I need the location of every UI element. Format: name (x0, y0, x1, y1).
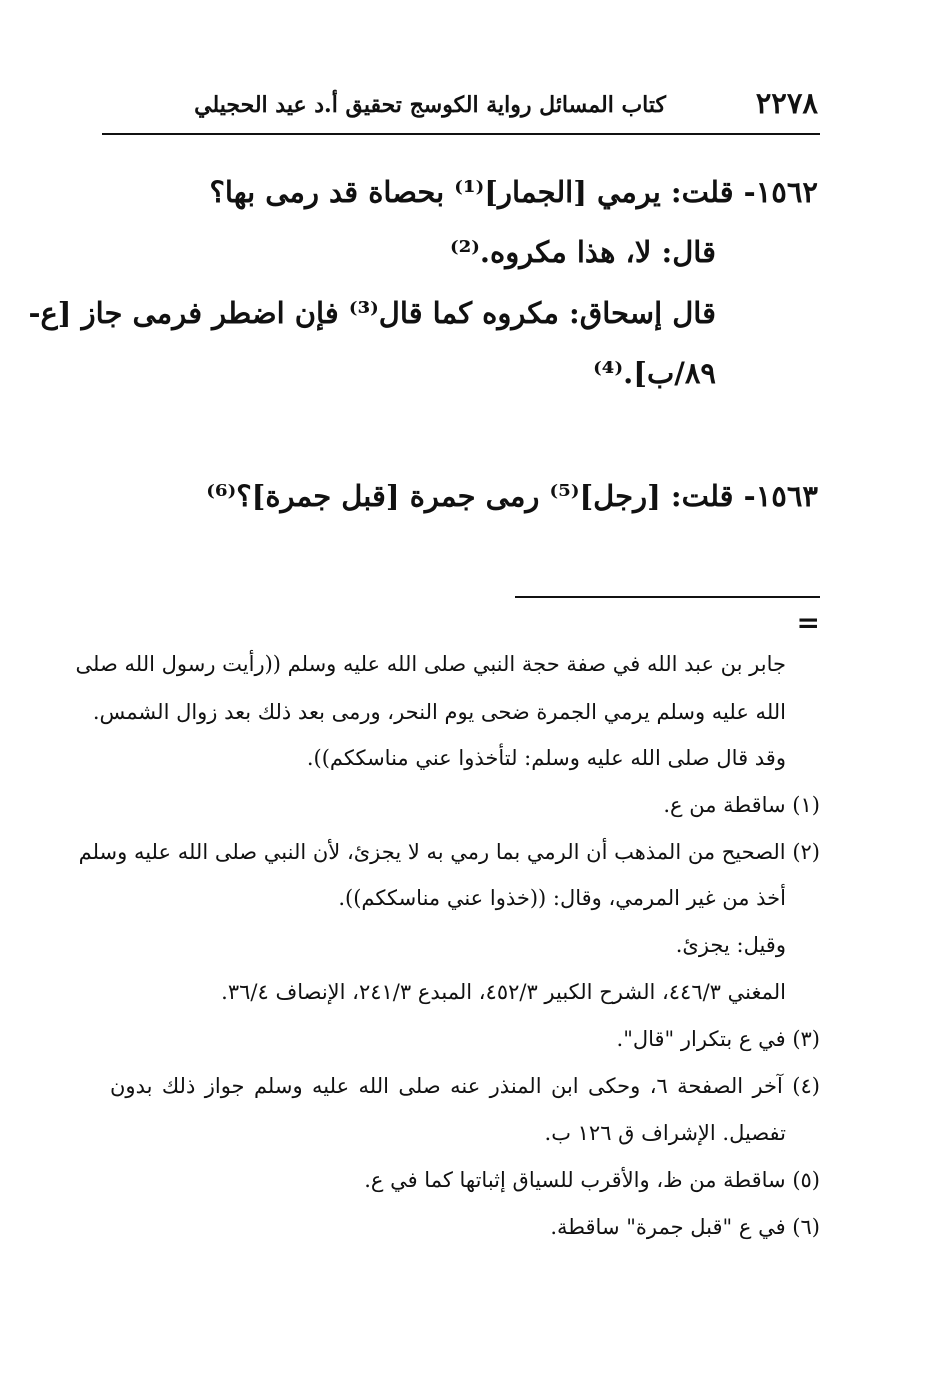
issue-1562-answer: قال: لا، هذا مكروه.⁽²⁾ (449, 235, 716, 269)
page-number: ٢٢٧٨ (755, 86, 818, 120)
running-header-title: كتاب المسائل رواية الكوسج تحقيق أ.د عيد الحجيلي (194, 92, 666, 118)
issue-1563-question: ١٥٦٣- قلت: [رجل]⁽⁵⁾ رمى جمرة [قبل جمرة]؟⁽⁶⁾ (206, 479, 818, 513)
footnote-2-line2: أخذ من غير المرمي، وقال: ((خذوا عني مناسككم)). (338, 886, 786, 910)
footnote-continued-line3: وقد قال صلى الله عليه وسلم: لتأخذوا عني مناسككم)). (306, 746, 786, 770)
footnote-separator (515, 596, 820, 598)
issue-1562-ishaq-line2: ٨٩/ب].⁽⁴⁾ (593, 356, 716, 390)
footnote-continued-line1: جابر بن عبد الله في صفة حجة النبي صلى الله عليه وسلم ((رأيت رسول الله صلى (75, 652, 786, 676)
footnote-2-line3: وقيل: يجزئ. (675, 933, 786, 957)
footnote-6: (٦) في ع "قبل جمرة" ساقطة. (550, 1215, 820, 1239)
footnote-5: (٥) ساقطة من ظ، والأقرب للسياق إثباتها كما في ع. (364, 1168, 820, 1192)
footnote-1: (١) ساقطة من ع. (663, 793, 820, 817)
footnote-continuation-mark: = (796, 606, 820, 639)
footnote-3: (٣) في ع بتكرار "قال". (616, 1027, 820, 1051)
footnote-2-references: المغني ٤٤٦/٣، الشرح الكبير ٤٥٢/٣، المبدع ٢٤١/٣، الإنصاف ٣٦/٤. (221, 980, 786, 1004)
footnote-4-line1: (٤) آخر الصفحة ٦، وحكى ابن المنذر عنه صلى الله عليه وسلم جواز ذلك بدون (110, 1074, 820, 1098)
footnote-4-line2: تفصيل. الإشراف ق ١٢٦ ب. (544, 1121, 786, 1145)
issue-1562-ishaq-line1: قال إسحاق: مكروه كما قال⁽³⁾ فإن اضطر فرمى جاز [ع- (28, 296, 716, 330)
header-rule (102, 133, 820, 135)
issue-1562-question: ١٥٦٢- قلت: يرمي [الجمار]⁽¹⁾ بحصاة قد رمى بها؟ (209, 175, 818, 209)
footnote-2-line1: (٢) الصحيح من المذهب أن الرمي بما رمي به لا يجزئ، لأن النبي صلى الله عليه وسلم (78, 840, 820, 864)
footnote-continued-line2: الله عليه وسلم يرمي الجمرة ضحى يوم النحر، ورمى بعد ذلك بعد زوال الشمس. (92, 700, 786, 724)
